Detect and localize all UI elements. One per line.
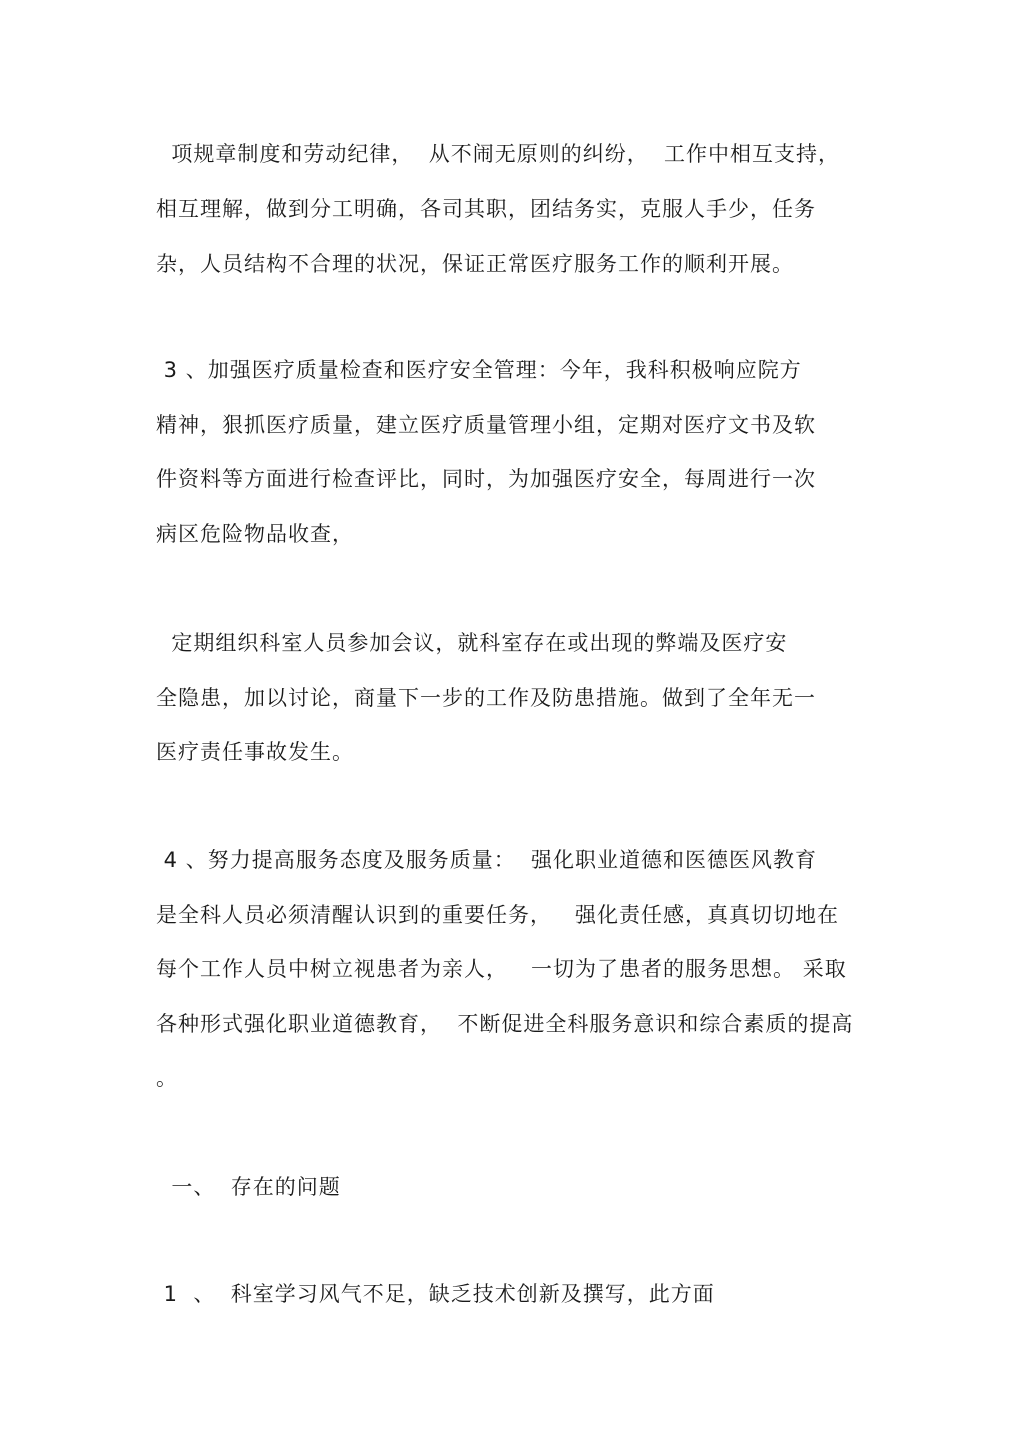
text-line: 每个工作人员中树立视患者为亲人， 一切为了患者的服务思想。 采取 bbox=[156, 957, 847, 981]
section-heading: 一、 存在的问题 bbox=[156, 1175, 341, 1199]
text-line: 是全科人员必须清醒认识到的重要任务， 强化责任感，真真切切地在 bbox=[156, 903, 840, 927]
text-line: 全隐患，加以讨论，商量下一步的工作及防患措施。做到了全年无一 bbox=[156, 686, 816, 710]
text-line: 相互理解，做到分工明确，各司其职，团结务实，克服人手少，任务 bbox=[156, 197, 816, 221]
text-line: 1 、 科室学习风气不足，缺乏技术创新及撰写，此方面 bbox=[156, 1282, 715, 1306]
text-line: 。 bbox=[156, 1066, 178, 1090]
text-line: 医疗责任事故发生。 bbox=[156, 740, 354, 764]
text-line: 精神，狠抓医疗质量，建立医疗质量管理小组，定期对医疗文书及软 bbox=[156, 413, 816, 437]
text-line: 3 、加强医疗质量检查和医疗安全管理：今年，我科积极响应院方 bbox=[156, 358, 802, 382]
text-line: 项规章制度和劳动纪律， 从不闹无原则的纠纷， 工作中相互支持， bbox=[156, 142, 841, 166]
text-line: 件资料等方面进行检查评比，同时，为加强医疗安全，每周进行一次 bbox=[156, 467, 816, 491]
text-line: 定期组织科室人员参加会议，就科室存在或出现的弊端及医疗安 bbox=[156, 631, 788, 655]
text-line: 病区危险物品收查， bbox=[156, 522, 354, 546]
text-line: 4 、努力提高服务态度及服务质量： 强化职业道德和医德医风教育 bbox=[156, 848, 818, 872]
text-line: 杂，人员结构不合理的状况，保证正常医疗服务工作的顺利开展。 bbox=[156, 252, 794, 276]
text-line: 各种形式强化职业道德教育， 不断促进全科服务意识和综合素质的提高 bbox=[156, 1012, 854, 1036]
